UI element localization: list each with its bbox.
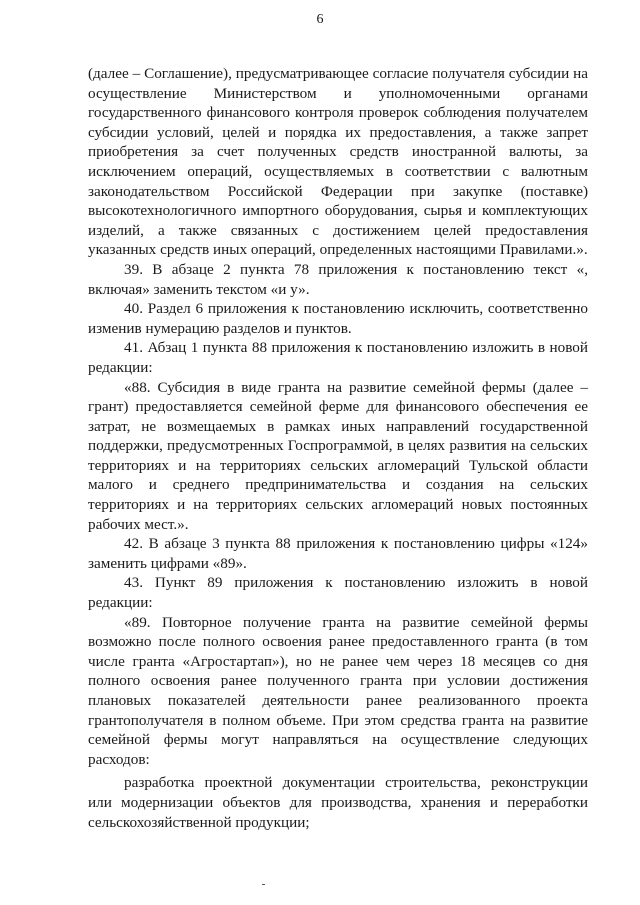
document-body xyxy=(88,64,588,832)
paragraph-quote-88: «88. Субсидия в виде гранта на развитие семейной фермы (далее – грант) предоставляется семейной ферме для финансового обеспечения ее затрат, не возмещаемых в рамках иных направлений государственной поддержки, предусмотренных Госпрограммой, в целях развития на сельских территориях и на территориях сельских агломераций Тульской области малого и среднего предпринимательства и создания на сельских территориях и на территориях сельских агломераций новых постоянных рабочих мест.». xyxy=(88,378,588,533)
paragraph-quote-89: «89. Повторное получение гранта на развитие семейной фермы возможно после полного освоения ранее предоставленного гранта (в том числе гранта «Агростартап»), но не ранее чем через 18 месяцев со дня полного освоения ранее полученного гранта при условии достижения плановых показателей деятельности ранее реализованного проекта грантополучателя в полном объеме. При этом средства гранта на развитие семейной фермы могут направляться на осуществление следующих расходов: xyxy=(88,613,588,768)
paragraph-item-43: 43. Пункт 89 приложения к постановлению изложить в новой редакции: xyxy=(88,574,588,612)
page-number: 6 xyxy=(316,12,324,27)
paragraph-item-39: 39. В абзаце 2 пункта 78 приложения к постановлению текст «, включая» заменить текстом «и у». xyxy=(88,260,588,298)
paragraph-item-41: 41. Абзац 1 пункта 88 приложения к постановлению изложить в новой редакции: xyxy=(88,339,588,376)
scan-mark xyxy=(262,884,265,885)
paragraph-item-42: 42. В абзаце 3 пункта 88 приложения к постановлению цифры «124» заменить цифрами «89». xyxy=(88,535,588,572)
paragraph-continuation: (далее – Соглашение), предусматривающее согласие получателя субсидии на осуществление Министерством и уполномоченными органами государственного финансового контроля проверок соблюдения получателем субсидии условий, целей и порядка их предоставления, а также запрет приобретения за счет полученных средств иностранной валюты, за исключением операций, осуществляемых в соответствии с валютным законодательством Российской Федерации при закупке (поставке) высокотехнологичного импортного оборудования, сырья и комплектующих изделий, а также связанных с достижением целей предоставления указанных средств иных операций, определенных настоящими Правилами.». xyxy=(88,65,588,259)
paragraph-expense-item: разработка проектной документации строительства, реконструкции или модернизации объектов для производства, хранения и переработки сельскохозяйственной продукции; xyxy=(88,774,588,831)
paragraph-item-40: 40. Раздел 6 приложения к постановлению исключить, соответственно изменив нумерацию разделов и пунктов. xyxy=(88,300,588,337)
